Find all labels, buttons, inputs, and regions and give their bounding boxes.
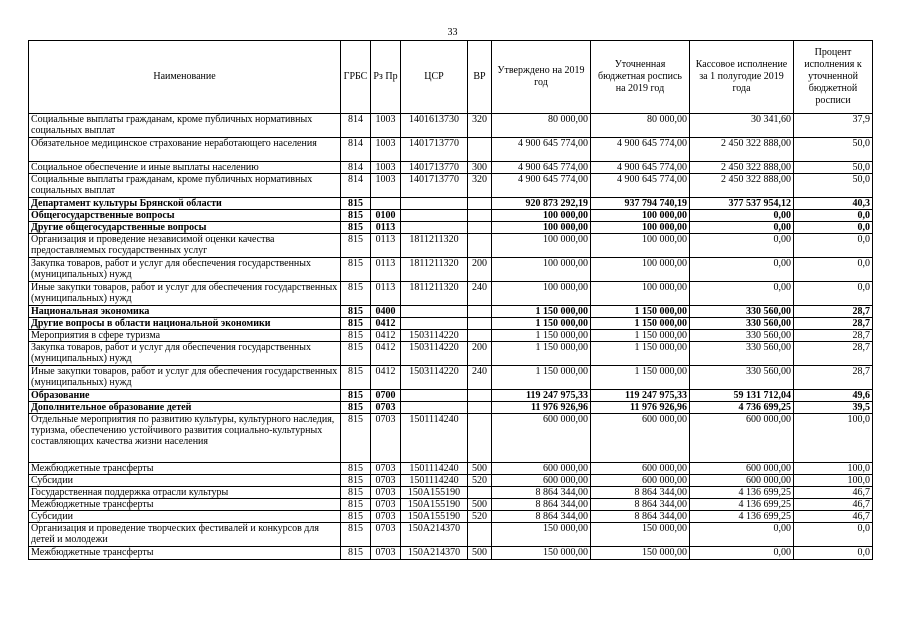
budget-table bbox=[28, 40, 873, 560]
cell-cash: 59 131 712,04 bbox=[690, 390, 794, 402]
table-row bbox=[29, 547, 873, 560]
table-row bbox=[29, 174, 873, 198]
cell-percent: 0,0 bbox=[794, 234, 873, 258]
cell-grbs: 815 bbox=[341, 210, 371, 222]
cell-grbs: 815 bbox=[341, 499, 371, 511]
cell-percent: 28,7 bbox=[794, 342, 873, 366]
cell-rzpr: 0412 bbox=[371, 342, 401, 366]
cell-grbs: 815 bbox=[341, 366, 371, 390]
cell-rzpr: 1003 bbox=[371, 138, 401, 162]
cell-csr: 150A214370 bbox=[401, 547, 468, 560]
table-row bbox=[29, 523, 873, 547]
cell-approved: 100 000,00 bbox=[492, 210, 591, 222]
cell-name: Межбюджетные трансферты bbox=[29, 547, 341, 560]
cell-name: Социальное обеспечение и иные выплаты населению bbox=[29, 162, 341, 174]
cell-approved: 600 000,00 bbox=[492, 475, 591, 487]
cell-cash: 2 450 322 888,00 bbox=[690, 138, 794, 162]
cell-vr: 320 bbox=[468, 174, 492, 198]
cell-vr: 500 bbox=[468, 499, 492, 511]
cell-name: Дополнительное образование детей bbox=[29, 402, 341, 414]
table-row bbox=[29, 234, 873, 258]
cell-approved: 920 873 292,19 bbox=[492, 198, 591, 210]
cell-refined: 1 150 000,00 bbox=[591, 318, 690, 330]
cell-refined: 150 000,00 bbox=[591, 523, 690, 547]
header-cash: Кассовое исполнение за 1 полугодие 2019 года bbox=[690, 41, 794, 114]
cell-approved: 1 150 000,00 bbox=[492, 366, 591, 390]
cell-name: Закупка товаров, работ и услуг для обеспечения государственных (муниципальных) нужд bbox=[29, 342, 341, 366]
cell-rzpr: 1003 bbox=[371, 162, 401, 174]
cell-name: Государственная поддержка отрасли культуры bbox=[29, 487, 341, 499]
cell-refined: 8 864 344,00 bbox=[591, 499, 690, 511]
cell-rzpr: 0113 bbox=[371, 234, 401, 258]
cell-name: Другие вопросы в области национальной экономики bbox=[29, 318, 341, 330]
cell-percent: 0,0 bbox=[794, 222, 873, 234]
cell-refined: 4 900 645 774,00 bbox=[591, 162, 690, 174]
cell-rzpr bbox=[371, 198, 401, 210]
cell-percent: 0,0 bbox=[794, 523, 873, 547]
table-row bbox=[29, 463, 873, 475]
table-row bbox=[29, 487, 873, 499]
cell-grbs: 815 bbox=[341, 390, 371, 402]
cell-approved: 4 900 645 774,00 bbox=[492, 174, 591, 198]
cell-name: Субсидии bbox=[29, 511, 341, 523]
cell-vr: 320 bbox=[468, 114, 492, 138]
cell-grbs: 815 bbox=[341, 487, 371, 499]
table-row bbox=[29, 210, 873, 222]
cell-rzpr: 1003 bbox=[371, 114, 401, 138]
cell-csr: 1401713770 bbox=[401, 138, 468, 162]
cell-approved: 1 150 000,00 bbox=[492, 330, 591, 342]
cell-vr: 200 bbox=[468, 342, 492, 366]
cell-csr bbox=[401, 198, 468, 210]
cell-percent: 50,0 bbox=[794, 162, 873, 174]
cell-rzpr: 0703 bbox=[371, 414, 401, 463]
cell-cash: 330 560,00 bbox=[690, 318, 794, 330]
cell-grbs: 815 bbox=[341, 523, 371, 547]
cell-refined: 150 000,00 bbox=[591, 547, 690, 560]
page-number: 33 bbox=[447, 27, 458, 38]
cell-rzpr: 0700 bbox=[371, 390, 401, 402]
cell-rzpr: 0703 bbox=[371, 463, 401, 475]
cell-name: Обязательное медицинское страхование неработающего населения bbox=[29, 138, 341, 162]
cell-grbs: 815 bbox=[341, 318, 371, 330]
cell-rzpr: 0703 bbox=[371, 487, 401, 499]
cell-cash: 600 000,00 bbox=[690, 463, 794, 475]
cell-grbs: 815 bbox=[341, 330, 371, 342]
cell-csr bbox=[401, 402, 468, 414]
table-row bbox=[29, 475, 873, 487]
header-csr: ЦСР bbox=[401, 41, 468, 114]
cell-cash: 600 000,00 bbox=[690, 414, 794, 463]
cell-grbs: 815 bbox=[341, 306, 371, 318]
table-row bbox=[29, 222, 873, 234]
cell-percent: 49,6 bbox=[794, 390, 873, 402]
cell-rzpr: 0412 bbox=[371, 366, 401, 390]
cell-percent: 46,7 bbox=[794, 487, 873, 499]
cell-vr bbox=[468, 330, 492, 342]
cell-refined: 600 000,00 bbox=[591, 475, 690, 487]
cell-vr bbox=[468, 402, 492, 414]
cell-approved: 11 976 926,96 bbox=[492, 402, 591, 414]
cell-name: Другие общегосударственные вопросы bbox=[29, 222, 341, 234]
cell-vr: 500 bbox=[468, 463, 492, 475]
header-grbs: ГРБС bbox=[341, 41, 371, 114]
cell-vr bbox=[468, 390, 492, 402]
cell-cash: 2 450 322 888,00 bbox=[690, 162, 794, 174]
cell-csr: 1503114220 bbox=[401, 366, 468, 390]
cell-grbs: 815 bbox=[341, 234, 371, 258]
cell-cash: 377 537 954,12 bbox=[690, 198, 794, 210]
table-row bbox=[29, 342, 873, 366]
table-row bbox=[29, 138, 873, 162]
cell-csr: 1501114240 bbox=[401, 414, 468, 463]
cell-grbs: 814 bbox=[341, 138, 371, 162]
cell-grbs: 815 bbox=[341, 463, 371, 475]
cell-approved: 1 150 000,00 bbox=[492, 318, 591, 330]
cell-name: Социальные выплаты гражданам, кроме публичных нормативных социальных выплат bbox=[29, 114, 341, 138]
cell-cash: 2 450 322 888,00 bbox=[690, 174, 794, 198]
cell-percent: 46,7 bbox=[794, 499, 873, 511]
cell-vr bbox=[468, 318, 492, 330]
table-row bbox=[29, 162, 873, 174]
cell-rzpr: 0113 bbox=[371, 258, 401, 282]
cell-vr: 500 bbox=[468, 547, 492, 560]
cell-percent: 50,0 bbox=[794, 174, 873, 198]
cell-cash: 0,00 bbox=[690, 210, 794, 222]
cell-refined: 100 000,00 bbox=[591, 282, 690, 306]
cell-vr bbox=[468, 138, 492, 162]
table-row bbox=[29, 330, 873, 342]
cell-refined: 11 976 926,96 bbox=[591, 402, 690, 414]
header-rzpr: Рз Пр bbox=[371, 41, 401, 114]
cell-refined: 4 900 645 774,00 bbox=[591, 138, 690, 162]
cell-csr: 1811211320 bbox=[401, 258, 468, 282]
cell-name: Образование bbox=[29, 390, 341, 402]
cell-csr bbox=[401, 306, 468, 318]
cell-refined: 8 864 344,00 bbox=[591, 511, 690, 523]
cell-rzpr: 0703 bbox=[371, 523, 401, 547]
cell-grbs: 815 bbox=[341, 258, 371, 282]
cell-refined: 1 150 000,00 bbox=[591, 330, 690, 342]
cell-grbs: 815 bbox=[341, 402, 371, 414]
cell-percent: 50,0 bbox=[794, 138, 873, 162]
header-name: Наименование bbox=[29, 41, 341, 114]
cell-approved: 100 000,00 bbox=[492, 282, 591, 306]
cell-grbs: 815 bbox=[341, 222, 371, 234]
table-row bbox=[29, 258, 873, 282]
cell-grbs: 815 bbox=[341, 282, 371, 306]
cell-approved: 600 000,00 bbox=[492, 463, 591, 475]
cell-percent: 0,0 bbox=[794, 210, 873, 222]
cell-vr bbox=[468, 414, 492, 463]
cell-refined: 1 150 000,00 bbox=[591, 366, 690, 390]
cell-csr: 1503114220 bbox=[401, 330, 468, 342]
cell-approved: 100 000,00 bbox=[492, 222, 591, 234]
cell-grbs: 815 bbox=[341, 198, 371, 210]
cell-refined: 119 247 975,33 bbox=[591, 390, 690, 402]
cell-rzpr: 0412 bbox=[371, 318, 401, 330]
cell-refined: 8 864 344,00 bbox=[591, 487, 690, 499]
cell-vr bbox=[468, 234, 492, 258]
table-row bbox=[29, 114, 873, 138]
cell-csr bbox=[401, 318, 468, 330]
cell-approved: 150 000,00 bbox=[492, 523, 591, 547]
cell-name: Организация и проведение творческих фестивалей и конкурсов для детей и молодежи bbox=[29, 523, 341, 547]
header-refined: Уточненная бюджетная роспись на 2019 год bbox=[591, 41, 690, 114]
cell-grbs: 814 bbox=[341, 162, 371, 174]
cell-approved: 1 150 000,00 bbox=[492, 306, 591, 318]
cell-name: Закупка товаров, работ и услуг для обеспечения государственных (муниципальных) нужд bbox=[29, 258, 341, 282]
cell-cash: 30 341,60 bbox=[690, 114, 794, 138]
cell-cash: 0,00 bbox=[690, 222, 794, 234]
cell-vr bbox=[468, 523, 492, 547]
cell-name: Межбюджетные трансферты bbox=[29, 463, 341, 475]
cell-grbs: 815 bbox=[341, 414, 371, 463]
cell-percent: 28,7 bbox=[794, 318, 873, 330]
cell-percent: 100,0 bbox=[794, 463, 873, 475]
cell-csr: 150A155190 bbox=[401, 499, 468, 511]
cell-refined: 80 000,00 bbox=[591, 114, 690, 138]
cell-refined: 937 794 740,19 bbox=[591, 198, 690, 210]
cell-percent: 40,3 bbox=[794, 198, 873, 210]
cell-csr: 150A155190 bbox=[401, 487, 468, 499]
cell-cash: 600 000,00 bbox=[690, 475, 794, 487]
cell-cash: 4 736 699,25 bbox=[690, 402, 794, 414]
cell-percent: 37,9 bbox=[794, 114, 873, 138]
table-row bbox=[29, 198, 873, 210]
cell-name: Департамент культуры Брянской области bbox=[29, 198, 341, 210]
cell-name: Социальные выплаты гражданам, кроме публичных нормативных социальных выплат bbox=[29, 174, 341, 198]
cell-refined: 100 000,00 bbox=[591, 210, 690, 222]
cell-vr: 240 bbox=[468, 282, 492, 306]
cell-name: Межбюджетные трансферты bbox=[29, 499, 341, 511]
cell-vr: 300 bbox=[468, 162, 492, 174]
table-row bbox=[29, 402, 873, 414]
cell-rzpr: 0703 bbox=[371, 547, 401, 560]
cell-rzpr: 0703 bbox=[371, 402, 401, 414]
cell-percent: 100,0 bbox=[794, 475, 873, 487]
cell-rzpr: 0703 bbox=[371, 475, 401, 487]
cell-vr bbox=[468, 198, 492, 210]
cell-name: Национальная экономика bbox=[29, 306, 341, 318]
cell-refined: 600 000,00 bbox=[591, 414, 690, 463]
cell-csr: 150A155190 bbox=[401, 511, 468, 523]
cell-name: Иные закупки товаров, работ и услуг для обеспечения государственных (муниципальных) нужд bbox=[29, 366, 341, 390]
cell-cash: 330 560,00 bbox=[690, 342, 794, 366]
cell-refined: 100 000,00 bbox=[591, 258, 690, 282]
cell-csr: 1401713770 bbox=[401, 174, 468, 198]
cell-approved: 100 000,00 bbox=[492, 234, 591, 258]
cell-rzpr: 0400 bbox=[371, 306, 401, 318]
cell-grbs: 815 bbox=[341, 511, 371, 523]
cell-name: Иные закупки товаров, работ и услуг для обеспечения государственных (муниципальных) нужд bbox=[29, 282, 341, 306]
cell-approved: 8 864 344,00 bbox=[492, 511, 591, 523]
cell-cash: 4 136 699,25 bbox=[690, 499, 794, 511]
cell-refined: 1 150 000,00 bbox=[591, 306, 690, 318]
cell-percent: 39,5 bbox=[794, 402, 873, 414]
cell-rzpr: 0703 bbox=[371, 511, 401, 523]
cell-cash: 0,00 bbox=[690, 547, 794, 560]
cell-vr: 200 bbox=[468, 258, 492, 282]
cell-csr: 1401613730 bbox=[401, 114, 468, 138]
cell-rzpr: 0703 bbox=[371, 499, 401, 511]
cell-approved: 4 900 645 774,00 bbox=[492, 162, 591, 174]
cell-cash: 330 560,00 bbox=[690, 366, 794, 390]
cell-vr bbox=[468, 222, 492, 234]
cell-rzpr: 1003 bbox=[371, 174, 401, 198]
header-approved: Утверждено на 2019 год bbox=[492, 41, 591, 114]
table-header-row bbox=[29, 41, 873, 114]
table-row bbox=[29, 499, 873, 511]
cell-csr: 1811211320 bbox=[401, 282, 468, 306]
cell-csr: 1811211320 bbox=[401, 234, 468, 258]
cell-cash: 4 136 699,25 bbox=[690, 511, 794, 523]
cell-cash: 0,00 bbox=[690, 258, 794, 282]
cell-approved: 8 864 344,00 bbox=[492, 487, 591, 499]
cell-csr: 1401713770 bbox=[401, 162, 468, 174]
cell-refined: 100 000,00 bbox=[591, 234, 690, 258]
cell-cash: 4 136 699,25 bbox=[690, 487, 794, 499]
header-vr: ВР bbox=[468, 41, 492, 114]
cell-cash: 330 560,00 bbox=[690, 306, 794, 318]
cell-csr: 1503114220 bbox=[401, 342, 468, 366]
cell-cash: 0,00 bbox=[690, 523, 794, 547]
cell-percent: 46,7 bbox=[794, 511, 873, 523]
cell-csr: 150A214370 bbox=[401, 523, 468, 547]
cell-percent: 0,0 bbox=[794, 547, 873, 560]
cell-vr bbox=[468, 487, 492, 499]
cell-rzpr: 0100 bbox=[371, 210, 401, 222]
cell-rzpr: 0412 bbox=[371, 330, 401, 342]
table-row bbox=[29, 366, 873, 390]
cell-grbs: 815 bbox=[341, 342, 371, 366]
cell-approved: 8 864 344,00 bbox=[492, 499, 591, 511]
cell-refined: 100 000,00 bbox=[591, 222, 690, 234]
cell-approved: 4 900 645 774,00 bbox=[492, 138, 591, 162]
cell-vr: 520 bbox=[468, 511, 492, 523]
cell-rzpr: 0113 bbox=[371, 222, 401, 234]
table-row bbox=[29, 511, 873, 523]
table-row bbox=[29, 414, 873, 463]
cell-percent: 28,7 bbox=[794, 366, 873, 390]
cell-refined: 1 150 000,00 bbox=[591, 342, 690, 366]
cell-percent: 0,0 bbox=[794, 258, 873, 282]
cell-rzpr: 0113 bbox=[371, 282, 401, 306]
cell-refined: 600 000,00 bbox=[591, 463, 690, 475]
cell-grbs: 815 bbox=[341, 475, 371, 487]
cell-vr bbox=[468, 210, 492, 222]
cell-approved: 119 247 975,33 bbox=[492, 390, 591, 402]
cell-name: Организация и проведение независимой оценки качества предоставляемых государственных услуг bbox=[29, 234, 341, 258]
cell-percent: 28,7 bbox=[794, 306, 873, 318]
table-row bbox=[29, 390, 873, 402]
cell-name: Отдельные мероприятия по развитию культуры, культурного наследия, туризма, обеспечению устойчивого развития социально-культурных составляющих качества жизни населения bbox=[29, 414, 341, 463]
cell-cash: 330 560,00 bbox=[690, 330, 794, 342]
cell-approved: 100 000,00 bbox=[492, 258, 591, 282]
cell-csr bbox=[401, 222, 468, 234]
cell-percent: 28,7 bbox=[794, 330, 873, 342]
cell-csr: 1501114240 bbox=[401, 463, 468, 475]
cell-grbs: 814 bbox=[341, 114, 371, 138]
cell-grbs: 815 bbox=[341, 547, 371, 560]
header-percent: Процент исполнения к уточненной бюджетной росписи bbox=[794, 41, 873, 114]
cell-approved: 600 000,00 bbox=[492, 414, 591, 463]
cell-vr: 520 bbox=[468, 475, 492, 487]
cell-approved: 1 150 000,00 bbox=[492, 342, 591, 366]
cell-percent: 100,0 bbox=[794, 414, 873, 463]
cell-percent: 0,0 bbox=[794, 282, 873, 306]
table-row bbox=[29, 282, 873, 306]
cell-approved: 150 000,00 bbox=[492, 547, 591, 560]
cell-vr bbox=[468, 306, 492, 318]
cell-vr: 240 bbox=[468, 366, 492, 390]
table-row bbox=[29, 306, 873, 318]
cell-cash: 0,00 bbox=[690, 234, 794, 258]
cell-grbs: 814 bbox=[341, 174, 371, 198]
cell-cash: 0,00 bbox=[690, 282, 794, 306]
cell-name: Общегосударственные вопросы bbox=[29, 210, 341, 222]
cell-csr bbox=[401, 390, 468, 402]
cell-name: Субсидии bbox=[29, 475, 341, 487]
cell-approved: 80 000,00 bbox=[492, 114, 591, 138]
cell-refined: 4 900 645 774,00 bbox=[591, 174, 690, 198]
cell-name: Мероприятия в сфере туризма bbox=[29, 330, 341, 342]
cell-csr: 1501114240 bbox=[401, 475, 468, 487]
cell-csr bbox=[401, 210, 468, 222]
table-row bbox=[29, 318, 873, 330]
